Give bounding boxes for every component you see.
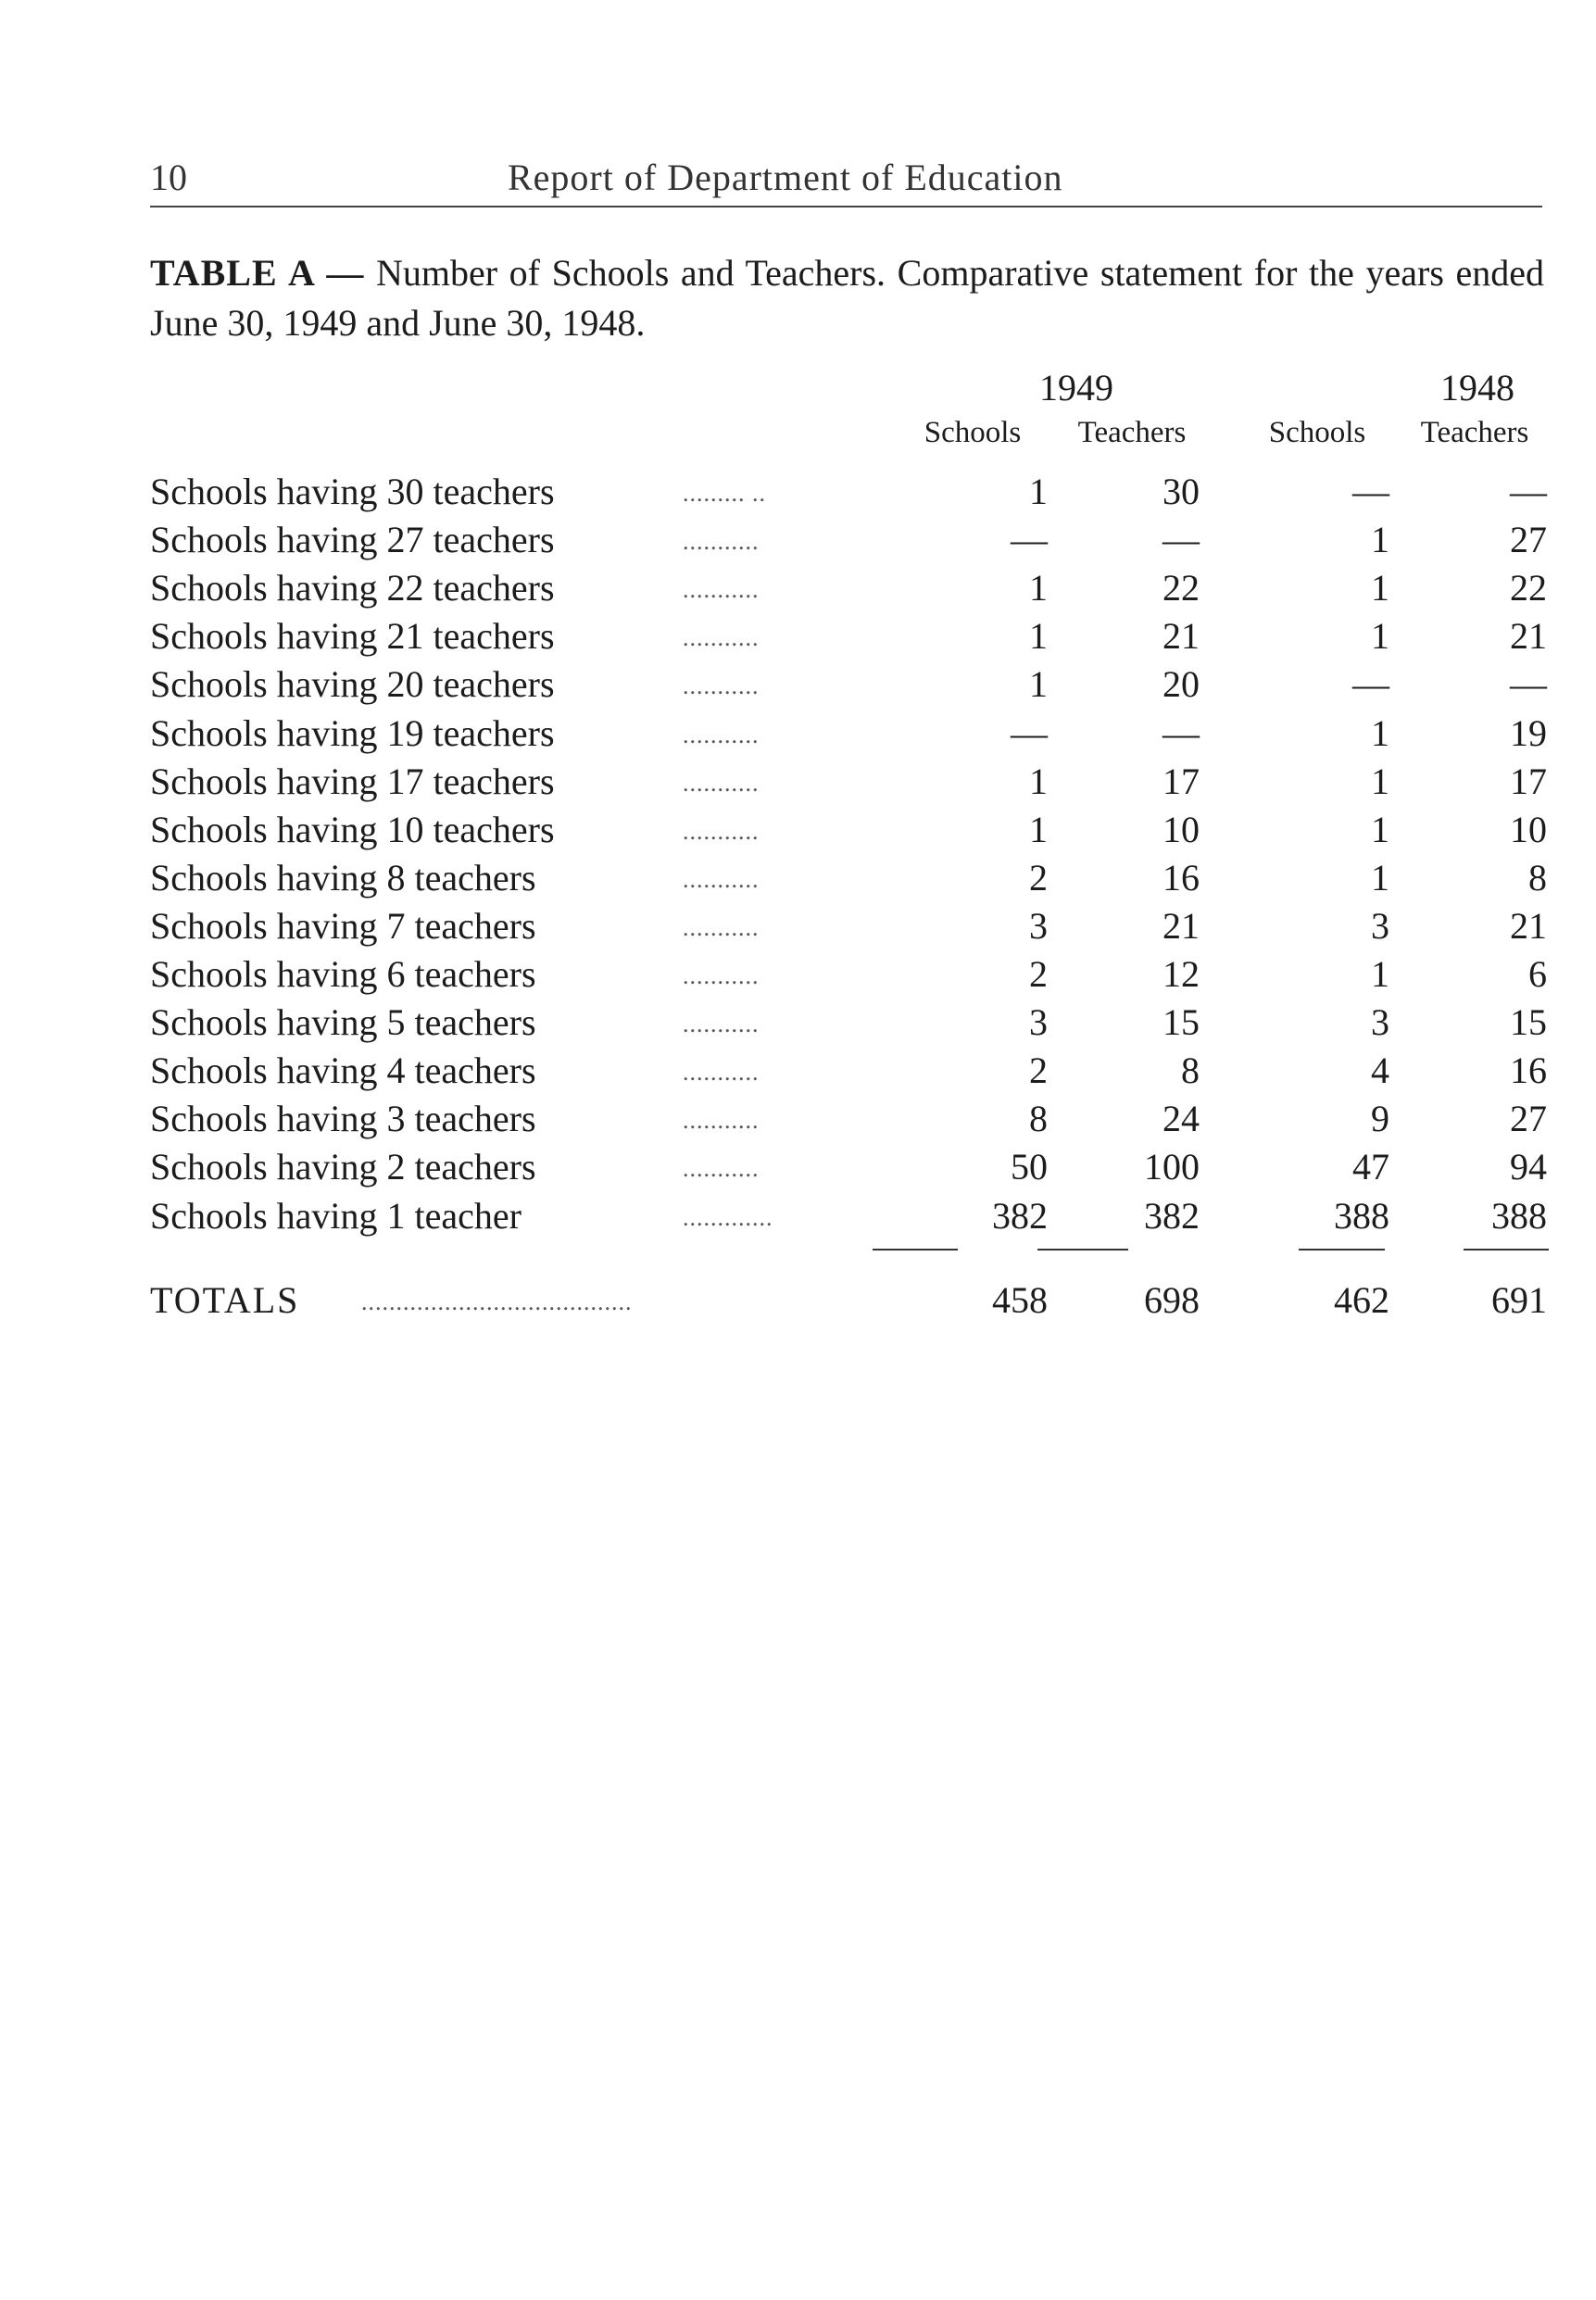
page-header xyxy=(150,156,1542,207)
total-schools-1948: 462 xyxy=(1334,1279,1389,1321)
teachers-1948: — xyxy=(1510,663,1547,706)
teachers-1948: 22 xyxy=(1510,567,1547,610)
leader-dots: ........... xyxy=(683,1107,760,1135)
totals-label: TOTALS xyxy=(150,1279,300,1321)
row-label: Schools having 7 teachers xyxy=(150,904,536,947)
schools-1948: 1 xyxy=(1371,519,1389,561)
table-row xyxy=(150,711,1547,760)
teachers-1948: 6 xyxy=(1528,953,1547,995)
schools-1949: 50 xyxy=(1011,1146,1048,1188)
leader-dots: ........... xyxy=(683,769,760,797)
teachers-1949: 10 xyxy=(1162,808,1200,850)
row-label: Schools having 27 teachers xyxy=(150,519,555,561)
teachers-1949: 21 xyxy=(1162,615,1200,658)
teachers-1948: 17 xyxy=(1510,760,1547,802)
schools-1948: 3 xyxy=(1371,904,1389,947)
row-label: Schools having 17 teachers xyxy=(150,760,555,802)
schools-1948: 9 xyxy=(1371,1098,1389,1140)
teachers-1948: 8 xyxy=(1528,856,1547,899)
schools-1949: — xyxy=(1011,711,1048,754)
total-rule-schools-1949 xyxy=(873,1249,958,1251)
schools-1948: — xyxy=(1352,471,1389,512)
leader-dots: ........... xyxy=(683,721,760,748)
schools-1949: 3 xyxy=(1029,1001,1048,1044)
table-caption xyxy=(150,248,1544,348)
table-row xyxy=(150,1194,1547,1242)
header-rule xyxy=(150,206,1542,207)
table-row xyxy=(150,1000,1547,1049)
leader-dots: ........... xyxy=(683,528,760,556)
row-label: Schools having 6 teachers xyxy=(150,953,536,995)
teachers-1948: 21 xyxy=(1510,615,1547,658)
table-row xyxy=(150,566,1547,614)
schools-1949: 8 xyxy=(1029,1098,1048,1140)
table-caption-text: Number of Schools and Teachers. Comparative statement for the years ended June 30, 1949 and June 30, 1948. xyxy=(150,252,1545,344)
leader-dots: ......... .. xyxy=(683,480,766,507)
page-number: 10 xyxy=(150,157,187,198)
totals-row xyxy=(150,1278,1547,1326)
schools-1949: 1 xyxy=(1029,808,1048,850)
total-teachers-1949: 698 xyxy=(1144,1279,1200,1321)
schools-1949: 1 xyxy=(1029,760,1048,802)
schools-1948: — xyxy=(1352,663,1389,706)
schools-1948: 1 xyxy=(1371,808,1389,850)
schools-1949: 2 xyxy=(1029,856,1048,899)
total-rule-teachers-1948 xyxy=(1464,1249,1549,1251)
schools-1949: 1 xyxy=(1029,471,1048,512)
schools-1948: 1 xyxy=(1371,760,1389,802)
year-heading-1949: 1949 xyxy=(1039,367,1113,408)
teachers-1949: 100 xyxy=(1144,1146,1200,1188)
table-row xyxy=(150,470,1547,518)
teachers-1948: 10 xyxy=(1510,808,1547,850)
teachers-1948: — xyxy=(1510,471,1547,512)
col-header-schools-1948: Schools xyxy=(1268,416,1366,449)
leader-dots: ........... xyxy=(683,962,760,989)
schools-1949: 1 xyxy=(1029,615,1048,658)
leader-dots: ........... xyxy=(683,576,760,604)
row-label: Schools having 10 teachers xyxy=(150,808,555,850)
teachers-1948: 388 xyxy=(1491,1194,1547,1237)
row-label: Schools having 8 teachers xyxy=(150,856,536,899)
schools-1948: 1 xyxy=(1371,615,1389,658)
total-rule-schools-1948 xyxy=(1299,1249,1385,1251)
table-row xyxy=(150,1049,1547,1097)
schools-1948: 1 xyxy=(1371,953,1389,995)
teachers-1949: 21 xyxy=(1162,904,1200,947)
row-label: Schools having 3 teachers xyxy=(150,1098,536,1140)
schools-1949: 2 xyxy=(1029,1049,1048,1092)
table-row xyxy=(150,808,1547,856)
teachers-1948: 21 xyxy=(1510,904,1547,947)
leader-dots: ........... xyxy=(683,1059,760,1087)
teachers-1949: 12 xyxy=(1162,953,1200,995)
teachers-1949: 24 xyxy=(1162,1098,1200,1140)
schools-1949: 1 xyxy=(1029,663,1048,706)
teachers-1949: — xyxy=(1162,711,1200,754)
schools-1948: 388 xyxy=(1334,1194,1389,1237)
table-caption-label: TABLE A — xyxy=(150,252,365,294)
total-rule-teachers-1949 xyxy=(1037,1249,1128,1251)
table-row xyxy=(150,952,1547,1000)
leader-dots: ............. xyxy=(683,1203,773,1231)
row-label: Schools having 21 teachers xyxy=(150,615,555,658)
row-label: Schools having 5 teachers xyxy=(150,1001,536,1044)
total-teachers-1948: 691 xyxy=(1491,1279,1547,1321)
leader-dots: ........... xyxy=(683,624,760,652)
schools-1948: 3 xyxy=(1371,1001,1389,1044)
teachers-1949: 382 xyxy=(1144,1194,1200,1237)
schools-1949: 3 xyxy=(1029,904,1048,947)
row-label: Schools having 30 teachers xyxy=(150,471,555,512)
teachers-1949: 20 xyxy=(1162,663,1200,706)
teachers-1948: 27 xyxy=(1510,519,1547,561)
col-header-teachers-1949: Teachers xyxy=(1077,416,1187,449)
teachers-1949: 16 xyxy=(1162,856,1200,899)
teachers-1949: 22 xyxy=(1162,567,1200,610)
schools-1948: 1 xyxy=(1371,711,1389,754)
schools-1949: 1 xyxy=(1029,567,1048,610)
leader-dots: ........... xyxy=(683,865,760,893)
table-row xyxy=(150,760,1547,808)
running-title: Report of Department of Education xyxy=(508,157,1063,198)
teachers-1949: 8 xyxy=(1181,1049,1200,1092)
leader-dots: ....................................... xyxy=(361,1288,633,1315)
schools-1949: 382 xyxy=(992,1194,1048,1237)
year-heading-1948: 1948 xyxy=(1440,367,1514,408)
schools-1948: 47 xyxy=(1352,1146,1389,1188)
table-row xyxy=(150,904,1547,952)
table-row xyxy=(150,1097,1547,1145)
col-header-teachers-1948: Teachers xyxy=(1420,416,1529,449)
schools-1948: 1 xyxy=(1371,856,1389,899)
row-label: Schools having 20 teachers xyxy=(150,663,555,706)
table-row xyxy=(150,614,1547,662)
teachers-1949: 17 xyxy=(1162,760,1200,802)
table-row xyxy=(150,662,1547,710)
teachers-1949: — xyxy=(1162,519,1200,561)
table-row xyxy=(150,1145,1547,1193)
row-label: Schools having 4 teachers xyxy=(150,1049,536,1092)
teachers-1948: 15 xyxy=(1510,1001,1547,1044)
row-label: Schools having 22 teachers xyxy=(150,567,555,610)
teachers-1948: 19 xyxy=(1510,711,1547,754)
total-schools-1949: 458 xyxy=(992,1279,1048,1321)
leader-dots: ........... xyxy=(683,817,760,845)
schools-1948: 4 xyxy=(1371,1049,1389,1092)
leader-dots: ........... xyxy=(683,672,760,700)
teachers-1948: 94 xyxy=(1510,1146,1547,1188)
col-header-schools-1949: Schools xyxy=(924,416,1022,449)
schools-1949: — xyxy=(1011,519,1048,561)
leader-dots: ........... xyxy=(683,1155,760,1183)
teachers-1948: 27 xyxy=(1510,1098,1547,1140)
schools-1949: 2 xyxy=(1029,953,1048,995)
row-label: Schools having 19 teachers xyxy=(150,711,555,754)
row-label: Schools having 2 teachers xyxy=(150,1146,536,1188)
schools-1948: 1 xyxy=(1371,567,1389,610)
teachers-1949: 15 xyxy=(1162,1001,1200,1044)
leader-dots: ........... xyxy=(683,1011,760,1038)
leader-dots: ........... xyxy=(683,913,760,941)
row-label: Schools having 1 teacher xyxy=(150,1194,522,1237)
teachers-1948: 16 xyxy=(1510,1049,1547,1092)
table-row xyxy=(150,518,1547,566)
teachers-1949: 30 xyxy=(1162,471,1200,512)
table-row xyxy=(150,856,1547,904)
